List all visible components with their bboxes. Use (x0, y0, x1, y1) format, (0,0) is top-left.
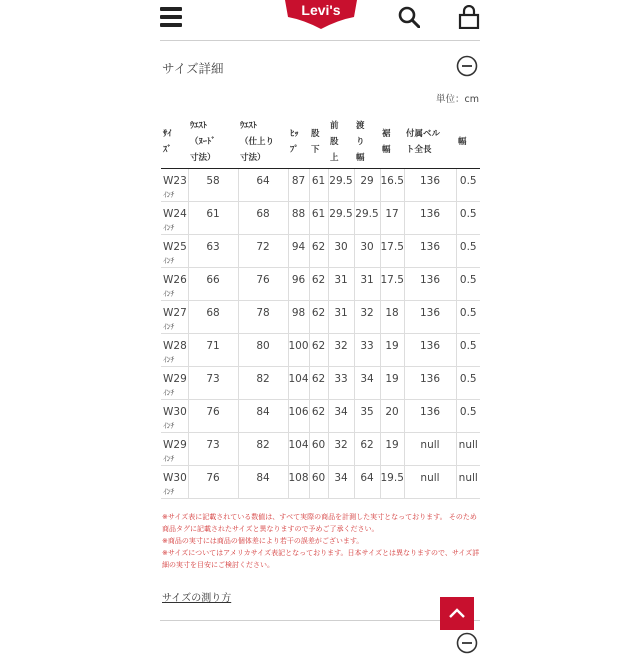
table-row (161, 433, 480, 466)
table-cell: 104 (288, 433, 309, 466)
table-cell: 19 (380, 367, 404, 400)
table-row (161, 202, 480, 235)
size-label: W28 (163, 340, 187, 352)
table-cell: 31 (328, 301, 354, 334)
note: ※サイズ表に記載されている数値は、すべて実際の商品を計測した実寸となっております。 そのため商品タグに記載されたサイズと異なりますので予めご了承ください。 (162, 513, 477, 533)
size-unit: ｲﾝﾁ (163, 355, 175, 364)
table-cell: 60 (309, 466, 328, 499)
size-unit: ｲﾝﾁ (163, 256, 175, 265)
table-cell: 34 (328, 466, 354, 499)
table-cell: 100 (288, 334, 309, 367)
table-cell: 82 (238, 367, 288, 400)
table-cell: 32 (354, 301, 380, 334)
table-cell: 62 (309, 334, 328, 367)
table-cell: 64 (238, 169, 288, 202)
table-cell: 61 (309, 169, 328, 202)
unit-label: 単位：cm (436, 94, 479, 105)
site-header (0, 0, 640, 38)
column-header: ｳｴｽﾄ （ﾇｰﾄﾞ 寸法） (188, 114, 238, 169)
table-cell: 71 (188, 334, 238, 367)
size-label: W26 (163, 274, 187, 286)
table-cell: 34 (354, 367, 380, 400)
table-cell: null (456, 466, 480, 499)
table-cell: 68 (238, 202, 288, 235)
table-header-row (161, 114, 480, 169)
table-cell: 136 (404, 202, 456, 235)
table-cell: 31 (354, 268, 380, 301)
table-cell: 136 (404, 169, 456, 202)
table-cell: 0.5 (456, 334, 480, 367)
table-cell: 0.5 (456, 235, 480, 268)
size-cell (161, 202, 188, 235)
table-cell: 98 (288, 301, 309, 334)
shopping-bag-icon[interactable] (458, 5, 480, 29)
table-row (161, 268, 480, 301)
size-unit: ｲﾝﾁ (163, 322, 175, 331)
table-cell: 76 (188, 466, 238, 499)
table-row (161, 169, 480, 202)
table-cell: 108 (288, 466, 309, 499)
table-cell: 0.5 (456, 202, 480, 235)
size-cell (161, 334, 188, 367)
divider (160, 40, 480, 41)
size-cell (161, 367, 188, 400)
size-label: W29 (163, 439, 187, 451)
levis-logo[interactable] (283, 0, 359, 30)
size-table (161, 114, 480, 499)
size-cell (161, 169, 188, 202)
search-icon[interactable] (398, 6, 420, 28)
table-cell: 17 (380, 202, 404, 235)
table-cell: 29.5 (328, 169, 354, 202)
table-cell: 62 (309, 400, 328, 433)
table-cell: 29.5 (328, 202, 354, 235)
column-header: ｻｲ ｽﾞ (161, 114, 188, 169)
table-cell: 33 (328, 367, 354, 400)
table-cell: 18 (380, 301, 404, 334)
size-label: W27 (163, 307, 187, 319)
table-cell: 19.5 (380, 466, 404, 499)
table-cell: 60 (309, 433, 328, 466)
table-cell: 16.5 (380, 169, 404, 202)
table-cell: 62 (309, 367, 328, 400)
table-cell: 58 (188, 169, 238, 202)
table-cell: 0.5 (456, 301, 480, 334)
table-cell: 96 (288, 268, 309, 301)
table-row (161, 400, 480, 433)
table-cell: 84 (238, 466, 288, 499)
table-cell: 30 (328, 235, 354, 268)
size-cell (161, 235, 188, 268)
table-cell: 0.5 (456, 169, 480, 202)
table-cell: 29.5 (354, 202, 380, 235)
size-unit: ｲﾝﾁ (163, 421, 175, 430)
size-cell (161, 433, 188, 466)
table-cell: 62 (309, 268, 328, 301)
table-cell: 31 (328, 268, 354, 301)
table-cell: 76 (188, 400, 238, 433)
table-cell: 20 (380, 400, 404, 433)
size-label: W29 (163, 373, 187, 385)
chevron-up-icon (440, 597, 474, 630)
size-label: W30 (163, 406, 187, 418)
table-row (161, 235, 480, 268)
table-cell: 19 (380, 334, 404, 367)
table-cell: 94 (288, 235, 309, 268)
column-header: 渡 り 幅 (354, 114, 380, 169)
table-cell: 61 (309, 202, 328, 235)
column-header: 前 股 上 (328, 114, 354, 169)
table-cell: 136 (404, 367, 456, 400)
menu-icon[interactable] (160, 6, 182, 28)
note: ※サイズについてはアメリカサイズ表記となっております。日本サイズとは異なりますので、サイズ詳細の実寸を目安にご検討ください。 (162, 549, 480, 569)
column-header: 付属ベル ト全長 (404, 114, 456, 169)
table-cell: 78 (238, 301, 288, 334)
table-cell: 82 (238, 433, 288, 466)
size-label: W23 (163, 175, 187, 187)
expand-icon[interactable] (456, 632, 478, 654)
table-cell: 62 (309, 301, 328, 334)
table-row (161, 334, 480, 367)
size-unit: ｲﾝﾁ (163, 289, 175, 298)
table-cell: 73 (188, 367, 238, 400)
brand-text: Levi's (301, 2, 341, 18)
table-cell: 29 (354, 169, 380, 202)
table-row (161, 466, 480, 499)
size-cell (161, 268, 188, 301)
size-cell (161, 466, 188, 499)
table-cell: 73 (188, 433, 238, 466)
table-cell: null (404, 433, 456, 466)
note: ※商品の実寸には商品の個体差により若干の誤差がございます。 (162, 537, 364, 545)
table-cell: 88 (288, 202, 309, 235)
table-cell: 30 (354, 235, 380, 268)
table-cell: 0.5 (456, 367, 480, 400)
table-row (161, 301, 480, 334)
table-cell: 0.5 (456, 268, 480, 301)
size-cell (161, 400, 188, 433)
table-cell: 64 (354, 466, 380, 499)
table-cell: 136 (404, 268, 456, 301)
table-cell: 62 (309, 235, 328, 268)
size-unit: ｲﾝﾁ (163, 454, 175, 463)
divider (160, 620, 480, 621)
table-cell: 136 (404, 301, 456, 334)
table-cell: 87 (288, 169, 309, 202)
table-row (161, 367, 480, 400)
section-title: サイズ詳細 (162, 61, 224, 76)
table-cell: 136 (404, 235, 456, 268)
size-unit: ｲﾝﾁ (163, 223, 175, 232)
size-unit: ｲﾝﾁ (163, 388, 175, 397)
size-label: W30 (163, 472, 187, 484)
table-cell: 76 (238, 268, 288, 301)
table-cell: 32 (328, 433, 354, 466)
column-header: ｳｴｽﾄ （仕上り 寸法） (238, 114, 288, 169)
table-cell: 66 (188, 268, 238, 301)
column-header: 裾 幅 (380, 114, 404, 169)
size-unit: ｲﾝﾁ (163, 190, 175, 199)
table-cell: 63 (188, 235, 238, 268)
table-cell: 17.5 (380, 268, 404, 301)
table-cell: 84 (238, 400, 288, 433)
table-cell: 34 (328, 400, 354, 433)
table-cell: 32 (328, 334, 354, 367)
size-unit: ｲﾝﾁ (163, 487, 175, 496)
size-cell (161, 301, 188, 334)
table-cell: 61 (188, 202, 238, 235)
column-header: 幅 (456, 114, 480, 169)
column-header: 股 下 (309, 114, 328, 169)
table-cell: 62 (354, 433, 380, 466)
table-cell: 80 (238, 334, 288, 367)
table-cell: 72 (238, 235, 288, 268)
table-cell: 104 (288, 367, 309, 400)
table-cell: 136 (404, 400, 456, 433)
table-cell: 106 (288, 400, 309, 433)
table-cell: 35 (354, 400, 380, 433)
table-cell: null (456, 433, 480, 466)
column-header: ﾋｯ ﾌﾟ (288, 114, 309, 169)
scroll-to-top-button[interactable] (440, 597, 474, 630)
size-label: W25 (163, 241, 187, 253)
table-cell: 19 (380, 433, 404, 466)
notes (162, 511, 482, 571)
table-cell: 136 (404, 334, 456, 367)
table-cell: 68 (188, 301, 238, 334)
size-label: W24 (163, 208, 187, 220)
table-cell: 0.5 (456, 400, 480, 433)
table-cell: null (404, 466, 456, 499)
table-cell: 33 (354, 334, 380, 367)
collapse-minus-icon[interactable] (456, 55, 478, 77)
how-to-measure-link[interactable]: サイズの測り方 (162, 593, 232, 604)
table-cell: 17.5 (380, 235, 404, 268)
